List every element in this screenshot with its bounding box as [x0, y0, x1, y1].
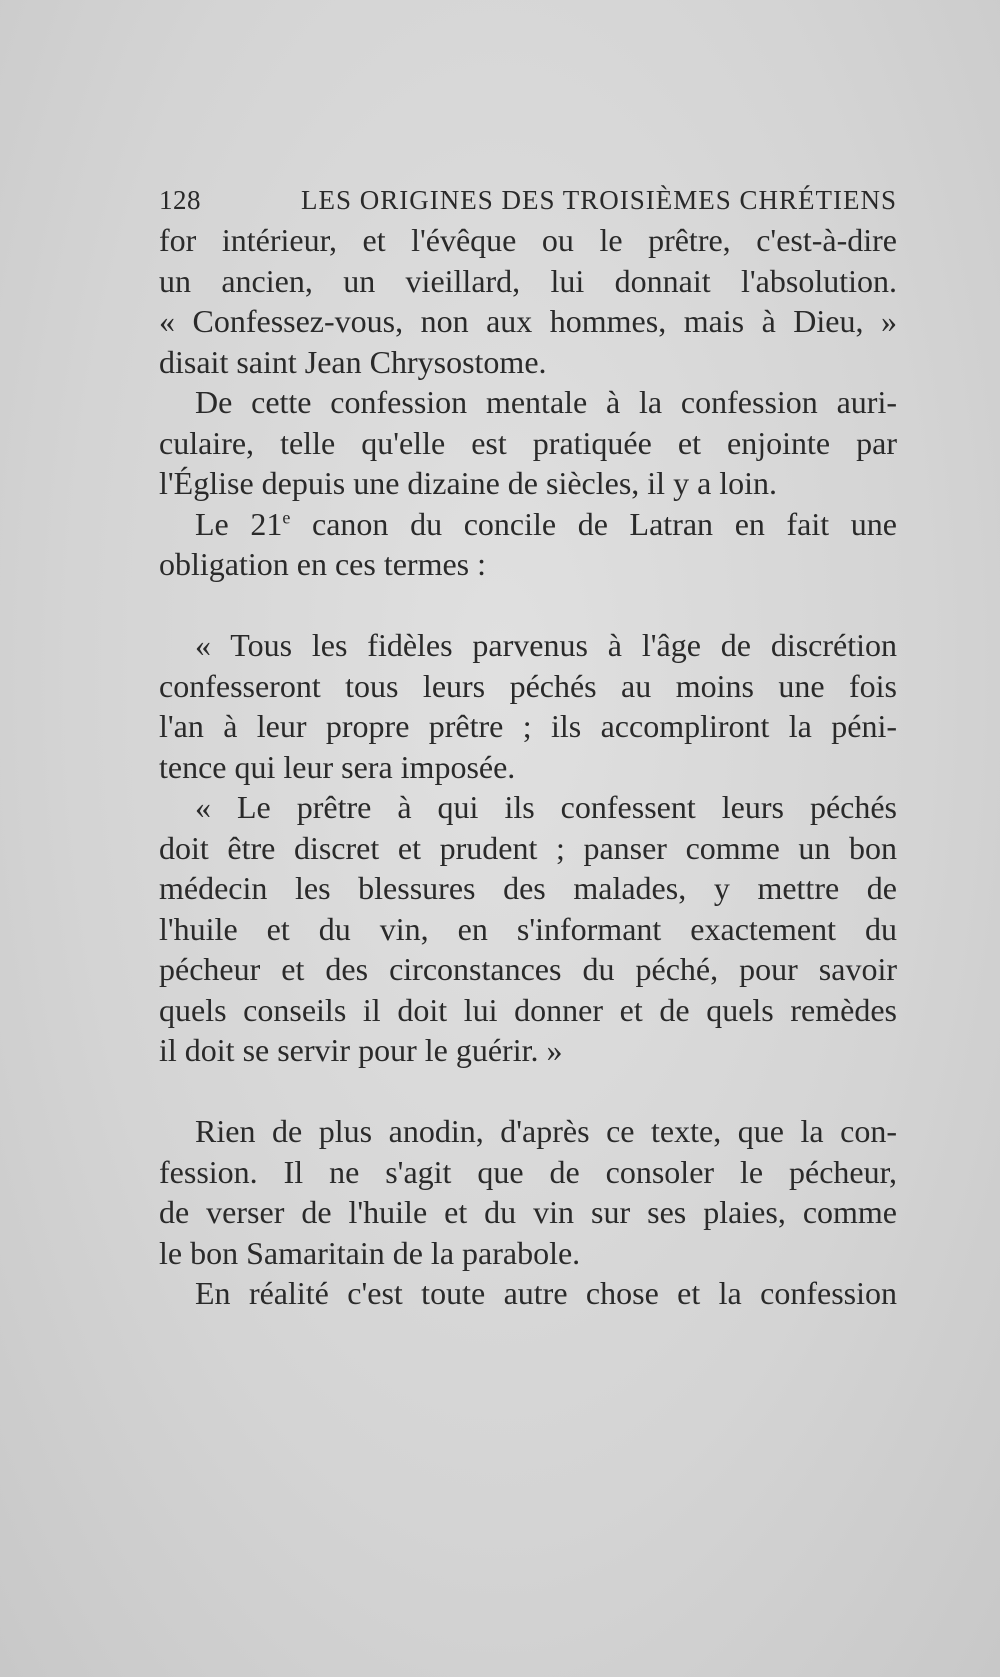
quote-line: quels conseils il doit lui donner et de quels remèdes [159, 991, 897, 1028]
running-title: LES ORIGINES DES TROISIÈMES CHRÉTIENS [300, 185, 897, 215]
text-line: obligation en ces termes : [159, 546, 487, 582]
page-number: 128 [159, 185, 201, 215]
running-head [159, 180, 897, 220]
paragraph-gap [159, 585, 897, 626]
quote-line: doit être discret et prudent ; panser comme un bon [159, 829, 897, 866]
text-line: Rien de plus anodin, d'après ce texte, que la con- [195, 1113, 897, 1149]
quote-line: médecin les blessures des malades, y mettre de [159, 870, 897, 906]
text-line: disait saint Jean Chrysostome. [159, 343, 547, 380]
text-line: l'Église depuis une dizaine de siècles, il y a loin. [159, 465, 778, 501]
quote-line: pécheur et des circonstances du péché, pour savoir [159, 951, 897, 987]
text-line: de verser de l'huile et du vin sur ses plaies, comme [159, 1194, 897, 1230]
text-line: De cette confession mentale à la confession auri- [195, 384, 897, 420]
quote-line: « Le prêtre à qui ils confessent leurs péchés [195, 789, 897, 825]
text-line: un ancien, un vieillard, lui donnait l'absolution. [159, 262, 897, 299]
text-line-with-ordinal [159, 504, 897, 545]
quote-line: « Tous les fidèles parvenus à l'âge de discrétion [195, 627, 897, 663]
text-line: culaire, telle qu'elle est pratiquée et enjointe par [159, 424, 897, 461]
text-line: le bon Samaritain de la parabole. [159, 1234, 581, 1271]
text-line: fession. Il ne s'agit que de consoler le pécheur, [159, 1153, 897, 1190]
quote-line: l'huile et du vin, en s'informant exactement du [159, 910, 897, 947]
text-line: « Confessez-vous, non aux hommes, mais à Dieu, » [159, 303, 897, 339]
paragraph-gap [159, 1071, 897, 1112]
quote-line: tence qui leur sera imposée. [159, 748, 516, 785]
quote-line: confesseront tous leurs péchés au moins une fois [159, 667, 897, 704]
ordinal-suffix: e [282, 506, 291, 527]
ordinal-number: Le 21 [195, 505, 283, 542]
text-line: En réalité c'est toute autre chose et la confession [195, 1275, 897, 1311]
body-text [159, 220, 897, 1314]
quote-line: il doit se servir pour le guérir. » [159, 1032, 563, 1068]
ordinal-continuation: canon du concile de Latran en fait une [290, 505, 898, 542]
book-page [159, 180, 897, 1314]
text-line: for intérieur, et l'évêque ou le prêtre, c'est-à-dire [159, 222, 897, 258]
quote-line: l'an à leur propre prêtre ; ils accompliront la péni- [159, 708, 897, 744]
